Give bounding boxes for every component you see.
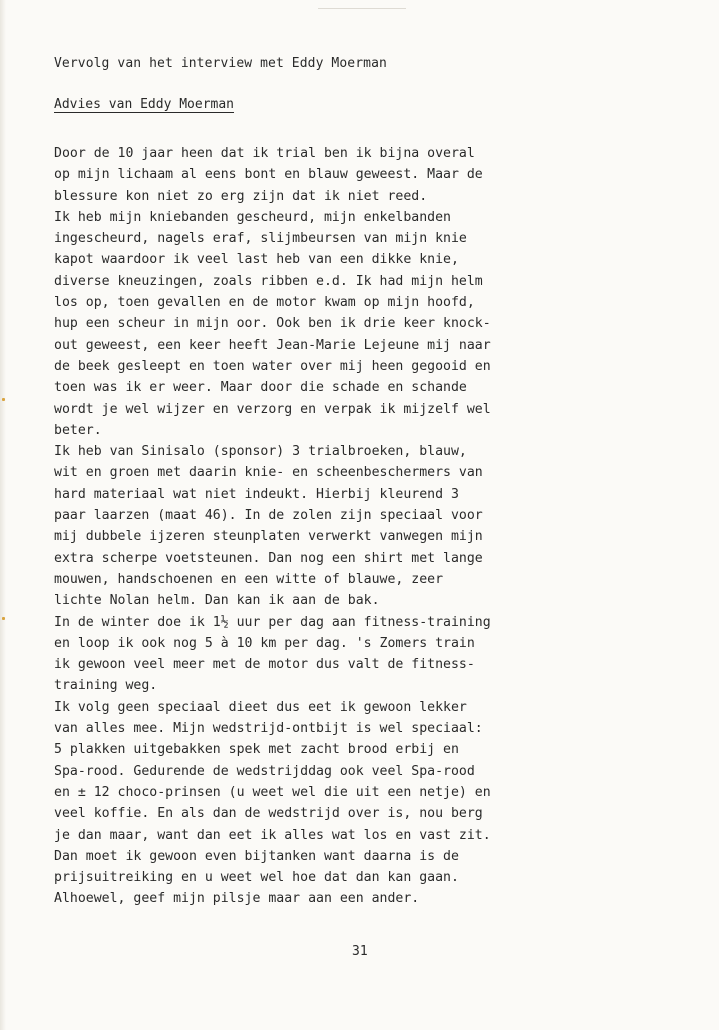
section-title: Advies van Eddy Moerman <box>54 97 235 112</box>
body-line: Ik volg geen speciaal dieet dus eet ik gewoon lekker <box>54 699 467 715</box>
body-line: diverse kneuzingen, zoals ribben e.d. Ik had mijn helm <box>54 273 483 289</box>
body-line: beter. <box>54 422 102 438</box>
body-line: Ik heb mijn kniebanden gescheurd, mijn enkelbanden <box>54 209 451 225</box>
body-line: 5 plakken uitgebakken spek met zacht brood erbij en <box>54 742 459 758</box>
continuation-header: Vervolg van het interview met Eddy Moerman <box>54 56 387 71</box>
body-line: veel koffie. En als dan de wedstrijd over is, nou berg <box>54 806 483 822</box>
body-line: extra scherpe voetsteunen. Dan nog een shirt met lange <box>54 550 483 566</box>
body-line: hard materiaal wat niet indeukt. Hierbij kleurend 3 <box>54 486 459 502</box>
body-line: Door de 10 jaar heen dat ik trial ben ik bijna overal <box>54 146 475 161</box>
binding-mark <box>2 617 5 620</box>
body-line: training weg. <box>54 678 158 694</box>
body-line: hup een scheur in mijn oor. Ook ben ik drie keer knock- <box>54 316 491 332</box>
body-line: ingescheurd, nagels eraf, slijmbeursen van mijn knie <box>54 231 467 247</box>
scan-mark <box>318 8 406 9</box>
body-line: Dan moet ik gewoon even bijtanken want daarna is de <box>54 848 459 864</box>
body-line: en loop ik ook nog 5 à 10 km per dag. 's Zomers train <box>54 635 475 651</box>
body-line: Alhoewel, geef mijn pilsje maar aan een ander. <box>54 891 420 907</box>
body-line: blessure kon niet zo erg zijn dat ik niet reed. <box>54 188 428 204</box>
body-line: Spa-rood. Gedurende de wedstrijddag ook veel Spa-rood <box>54 763 475 779</box>
binding-mark <box>2 398 5 401</box>
body-line: In de winter doe ik 1½ uur per dag aan fitness-training <box>54 614 491 630</box>
body-line: toen was ik er weer. Maar door die schade en schande <box>54 380 467 396</box>
body-line: mij dubbele ijzeren steunplaten verwerkt vanwegen mijn <box>54 529 483 545</box>
body-line: wit en groen met daarin knie- en scheenbeschermers van <box>54 465 483 481</box>
body-line: prijsuitreiking en u weet wel hoe dat dan kan gaan. <box>54 870 459 886</box>
body-line: Ik heb van Sinisalo (sponsor) 3 trialbroeken, blauw, <box>54 444 467 460</box>
interview-body <box>54 143 654 910</box>
body-line: paar laarzen (maat 46). In de zolen zijn speciaal voor <box>54 508 483 524</box>
body-line: out geweest, een keer heeft Jean-Marie Lejeune mij naar <box>54 337 491 353</box>
body-line: en ± 12 choco-prinsen (u weet wel die uit een netje) en <box>54 784 491 800</box>
page-number: 31 <box>352 944 368 959</box>
body-line: wordt je wel wijzer en verzorg en verpak ik mijzelf wel <box>54 401 491 417</box>
body-line: mouwen, handschoenen en een witte of blauwe, zeer <box>54 571 444 587</box>
body-line: de beek gesleept en toen water over mij heen gegooid en <box>54 358 491 374</box>
body-line: op mijn lichaam al eens bont en blauw geweest. Maar de <box>54 167 483 183</box>
body-line: kapot waardoor ik veel last heb van een dikke knie, <box>54 252 459 268</box>
body-line: je dan maar, want dan eet ik alles wat los en vast zit. <box>54 827 491 843</box>
body-line: lichte Nolan helm. Dan kan ik aan de bak. <box>54 593 380 609</box>
page-edge-shadow <box>0 0 6 1030</box>
body-line: van alles mee. Mijn wedstrijd-ontbijt is wel speciaal: <box>54 721 483 737</box>
body-line: ik gewoon veel meer met de motor dus valt de fitness- <box>54 657 475 673</box>
body-line: los op, toen gevallen en de motor kwam op mijn hoofd, <box>54 295 475 311</box>
